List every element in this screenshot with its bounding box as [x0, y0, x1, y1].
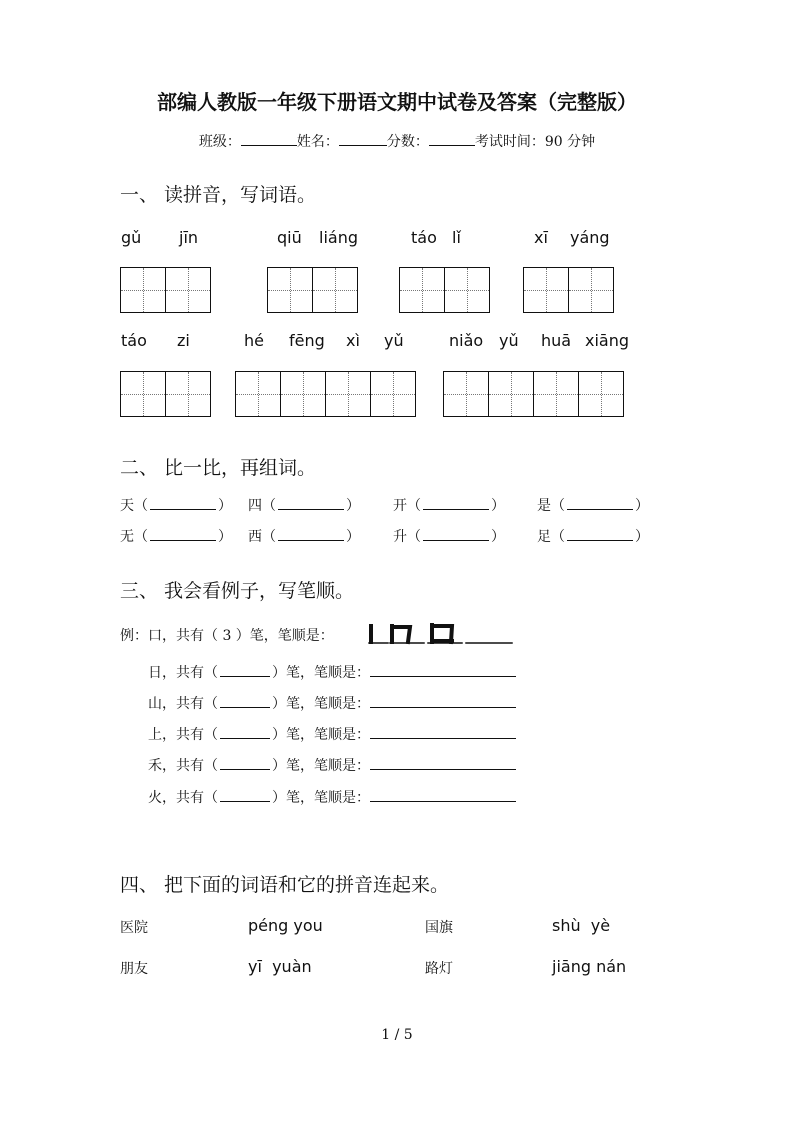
compare-item: 天（ ） — [120, 495, 232, 515]
pinyin: xiāng — [585, 331, 630, 350]
compare-item: 四（ ） — [248, 495, 360, 515]
pinyin: yǔ — [384, 331, 404, 350]
score-blank[interactable] — [429, 131, 475, 146]
compare-item: 无（ ） — [120, 526, 232, 546]
stroke-question: 上，共有（ ）笔，笔顺是： — [148, 724, 516, 744]
answer-blank[interactable] — [423, 495, 489, 510]
answer-blank[interactable] — [567, 526, 633, 541]
stroke-order-blank[interactable] — [370, 755, 516, 770]
example-text: 例：口，共有（ 3 ）笔，笔顺是： — [120, 628, 334, 644]
pinyin: qiū — [277, 228, 302, 247]
writing-grid[interactable] — [399, 267, 490, 313]
pinyin: fēng — [289, 331, 325, 350]
section2-heading: 二、 比一比，再组词。 — [120, 457, 317, 479]
writing-grid[interactable] — [120, 371, 211, 417]
compare-item: 升（ ） — [393, 526, 505, 546]
match-word[interactable]: 朋友 — [120, 961, 148, 977]
pinyin: hé — [244, 331, 264, 350]
stroke-order-blank[interactable] — [370, 724, 516, 739]
student-info-line — [0, 131, 794, 151]
pinyin: xī — [534, 228, 548, 247]
pinyin: yáng — [570, 228, 610, 247]
page-title: 部编人教版一年级下册语文期中试卷及答案（完整版） — [157, 90, 637, 114]
pinyin: gǔ — [121, 228, 142, 247]
section3-heading: 三、 我会看例子，写笔顺。 — [120, 580, 355, 602]
match-word[interactable]: 医院 — [120, 920, 148, 936]
compare-item: 西（ ） — [248, 526, 360, 546]
stroke-question: 日，共有（ ）笔，笔顺是： — [148, 662, 516, 682]
section4-heading: 四、 把下面的词语和它的拼音连起来。 — [120, 874, 450, 896]
pinyin: niǎo — [449, 331, 484, 350]
match-pinyin[interactable]: yī yuàn — [248, 957, 312, 976]
answer-blank[interactable] — [567, 495, 633, 510]
answer-blank[interactable] — [278, 526, 344, 541]
pinyin: lǐ — [452, 228, 461, 247]
pinyin: liáng — [319, 228, 358, 247]
match-pinyin[interactable]: shù yè — [552, 916, 611, 935]
stroke-count-blank[interactable] — [220, 787, 270, 802]
writing-grid[interactable] — [443, 371, 624, 417]
match-pinyin[interactable]: péng you — [248, 916, 323, 935]
stroke-order-blank[interactable] — [370, 693, 516, 708]
answer-blank[interactable] — [423, 526, 489, 541]
match-word[interactable]: 路灯 — [425, 961, 453, 977]
match-word[interactable]: 国旗 — [425, 920, 453, 936]
pinyin: zi — [177, 331, 190, 350]
time-label: 考试时间：90 分钟 — [474, 134, 596, 150]
score-label: 分数： — [386, 134, 429, 150]
section1-heading: 一、 读拼音，写词语。 — [120, 184, 317, 206]
pinyin: táo — [411, 228, 437, 247]
stroke-order-image — [366, 620, 516, 650]
stroke-order-blank[interactable] — [370, 662, 516, 677]
answer-blank[interactable] — [150, 495, 216, 510]
compare-item: 足（ ） — [537, 526, 649, 546]
compare-item: 开（ ） — [393, 495, 505, 515]
writing-grid[interactable] — [120, 267, 211, 313]
writing-grid[interactable] — [523, 267, 614, 313]
pinyin: huā — [541, 331, 572, 350]
stroke-question: 山，共有（ ）笔，笔顺是： — [148, 693, 516, 713]
pinyin: yǔ — [499, 331, 519, 350]
stroke-count-blank[interactable] — [220, 755, 270, 770]
answer-blank[interactable] — [278, 495, 344, 510]
pinyin: táo — [121, 331, 147, 350]
stroke-count-blank[interactable] — [220, 662, 270, 677]
class-label: 班级： — [198, 134, 241, 150]
name-label: 姓名： — [296, 134, 339, 150]
stroke-question: 火，共有（ ）笔，笔顺是： — [148, 787, 516, 807]
stroke-count-blank[interactable] — [220, 693, 270, 708]
answer-blank[interactable] — [150, 526, 216, 541]
stroke-order-blank[interactable] — [370, 787, 516, 802]
writing-grid[interactable] — [235, 371, 416, 417]
stroke-question: 禾，共有（ ）笔，笔顺是： — [148, 755, 516, 775]
page-number: 1 / 5 — [381, 1027, 413, 1043]
match-pinyin[interactable]: jiāng nán — [552, 957, 627, 976]
stroke-example — [120, 625, 334, 645]
writing-grid[interactable] — [267, 267, 358, 313]
compare-item: 是（ ） — [537, 495, 649, 515]
pinyin: xì — [346, 331, 360, 350]
stroke-count-blank[interactable] — [220, 724, 270, 739]
name-blank[interactable] — [339, 131, 387, 146]
pinyin: jīn — [179, 228, 199, 247]
class-blank[interactable] — [241, 131, 297, 146]
